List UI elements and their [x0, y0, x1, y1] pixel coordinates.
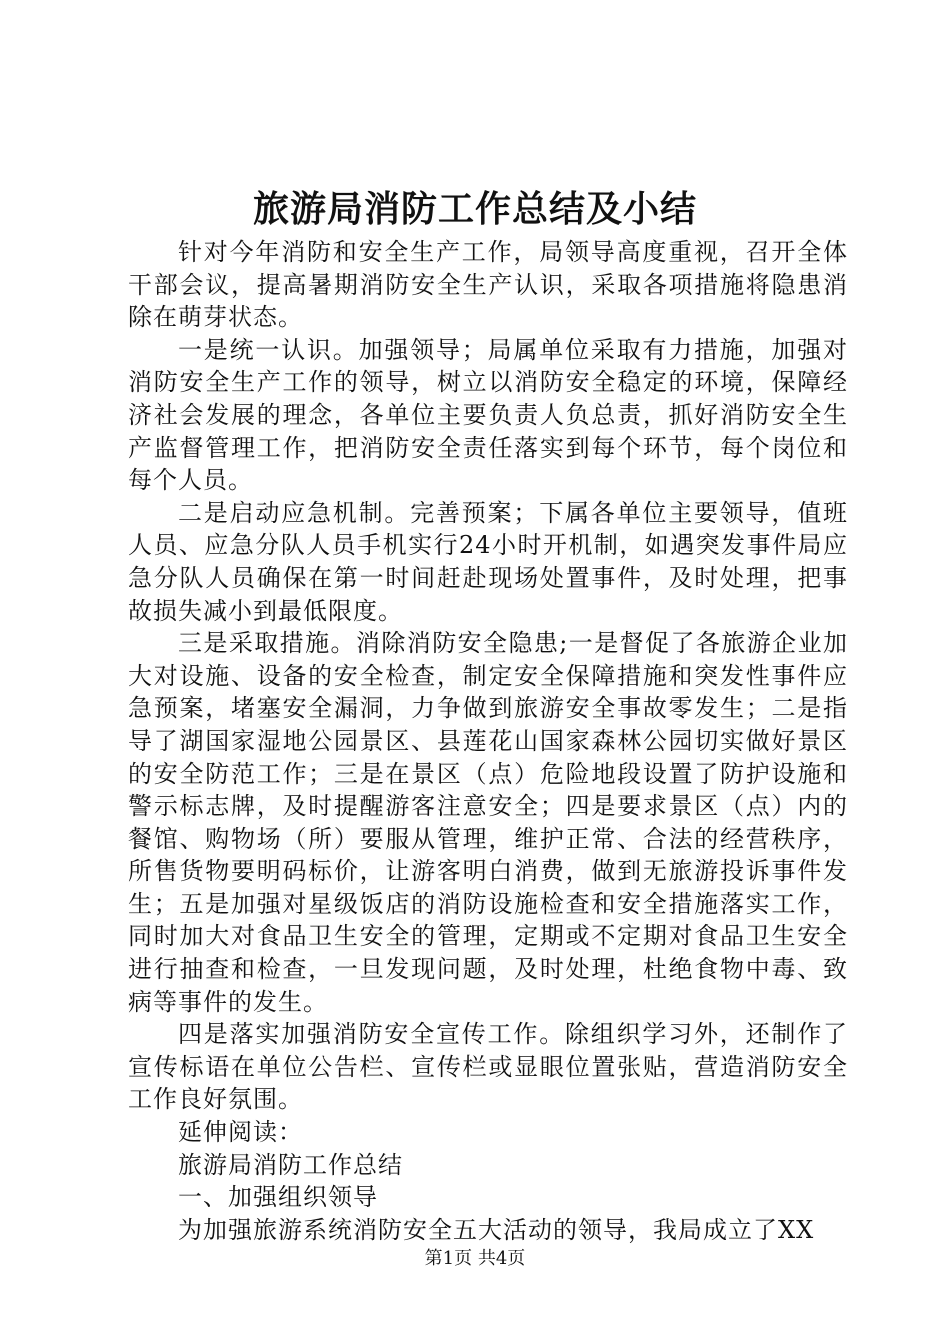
paragraph-point-4: 四是落实加强消防安全宣传工作。除组织学习外，还制作了宣传标语在单位公告栏、宣传栏或显眼位置张贴，营造消防安全工作良好氛围。: [128, 1020, 848, 1114]
document-body: [128, 236, 848, 1246]
paragraph-point-2: 二是启动应急机制。完善预案；下属各单位主要领导，值班人员、应急分队人员手机实行24小时开机制，如遇突发事件局应急分队人员确保在第一时间赶赴现场处置事件，及时处理，把事故损失减小到最低限度。: [128, 498, 848, 625]
paragraph-section-heading: 一、加强组织领导: [178, 1183, 378, 1212]
paragraph-extended-reading: 延伸阅读：: [178, 1118, 303, 1147]
paragraph-point-1: 一是统一认识。加强领导；局属单位采取有力措施，加强对消防安全生产工作的领导，树立以消防安全稳定的环境，保障经济社会发展的理念，各单位主要负责人负总责，抓好消防安全生产监督管理工作，把消防安全责任落实到每个环节，每个岗位和每个人员。: [128, 335, 848, 495]
page-number: 第1页 共4页: [424, 1248, 526, 1269]
paragraph-subtitle: 旅游局消防工作总结: [178, 1150, 403, 1179]
paragraph-section-text: 为加强旅游系统消防安全五大活动的领导，我局成立了XX: [178, 1215, 815, 1244]
paragraph-intro: 针对今年消防和安全生产工作，局领导高度重视，召开全体干部会议，提高暑期消防安全生产认识，采取各项措施将隐患消除在萌芽状态。: [128, 238, 848, 332]
paragraph-point-3: 三是采取措施。消除消防安全隐患;一是督促了各旅游企业加大对设施、设备的安全检查，制定安全保障措施和突发性事件应急预案，堵塞安全漏洞，力争做到旅游安全事故零发生；二是指导了湖国家湿地公园景区、县莲花山国家森林公园切实做好景区的安全防范工作；三是在景区（点）危险地段设置了防护设施和警示标志牌，及时提醒游客注意安全；四是要求景区（点）内的餐馆、购物场（所）要服从管理，维护正常、合法的经营秩序，所售货物要明码标价，让游客明白消费，做到无旅游投诉事件发生；五是加强对星级饭店的消防设施检查和安全措施落实工作，同时加大对食品卫生安全的管理，定期或不定期对食品卫生安全进行抽查和检查，一旦发现问题，及时处理，杜绝食物中毒、致病等事件的发生。: [128, 629, 848, 1016]
document-title: 旅游局消防工作总结及小结: [252, 188, 697, 230]
